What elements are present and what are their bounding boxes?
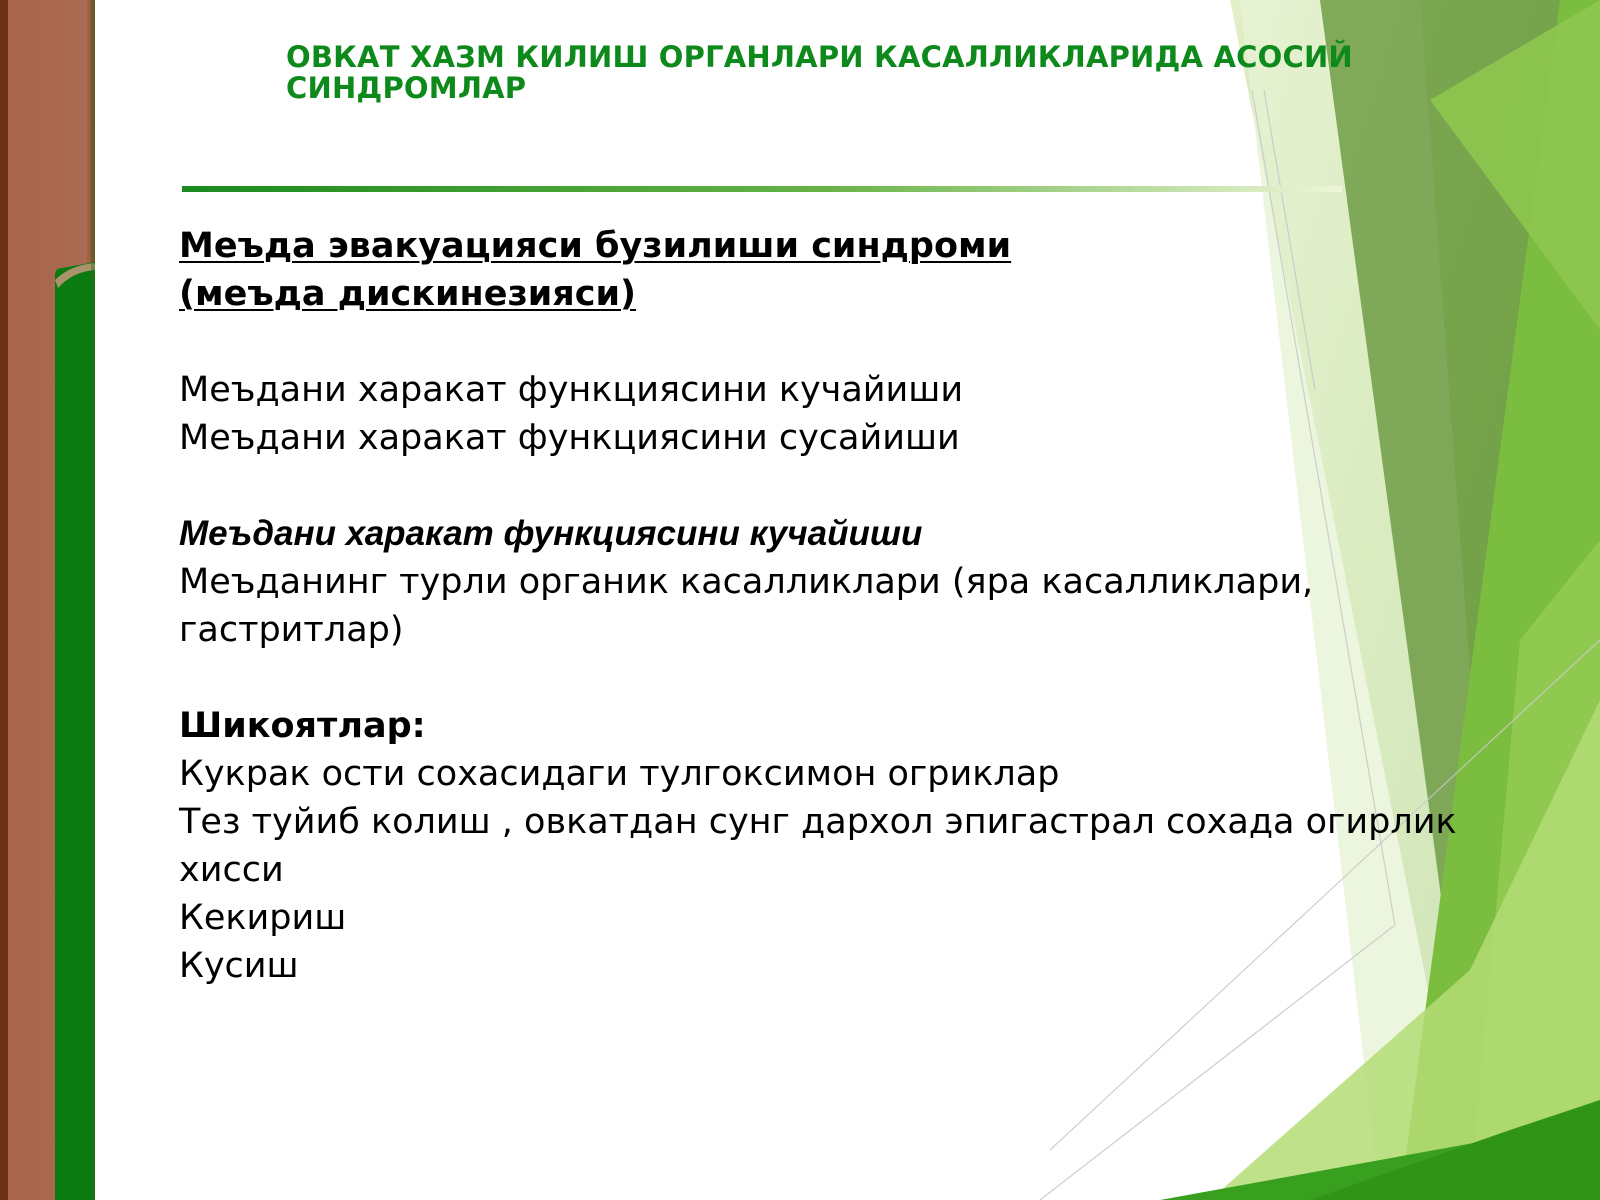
complaint-item: хисси <box>179 850 284 890</box>
spacer <box>179 462 1519 510</box>
title-underline-rule <box>182 186 1342 192</box>
cause-line: Меъданинг турли органик касалликлари (яра касалликлари, <box>179 562 1314 602</box>
slide-title <box>286 42 1396 104</box>
slide-body <box>179 222 1519 990</box>
section-heading-line1: Меъда эвакуацияси бузилиши синдроми <box>179 226 1012 266</box>
complaint-item: Кусиш <box>179 946 299 986</box>
section-heading-line2: (меъда дискинезияси) <box>179 274 637 314</box>
list-item: Меъдани харакат функциясини сусайиши <box>179 418 960 458</box>
complaints-label: Шикоятлар: <box>179 706 426 746</box>
complaint-item: Кукрак ости сохасидаги тулгоксимон огриклар <box>179 754 1060 794</box>
complaint-item: Кекириш <box>179 898 347 938</box>
cause-line: гастритлар) <box>179 610 404 650</box>
complaint-item: Тез туйиб колиш , овкатдан сунг дархол эпигастрал сохада огирлик <box>179 802 1457 842</box>
slide-title-line1: ОВКАТ ХАЗМ КИЛИШ ОРГАНЛАРИ КАСАЛЛИКЛАРИДА АСОСИЙ <box>286 40 1353 74</box>
subheading: Меъдани харакат функциясини кучайиши <box>179 514 923 553</box>
slide-title-line2: СИНДРОМЛАР <box>286 71 527 105</box>
list-item: Меъдани харакат функциясини кучайиши <box>179 370 964 410</box>
spacer <box>179 318 1519 366</box>
spacer <box>179 654 1519 702</box>
left-decorative-bar <box>0 0 95 1200</box>
